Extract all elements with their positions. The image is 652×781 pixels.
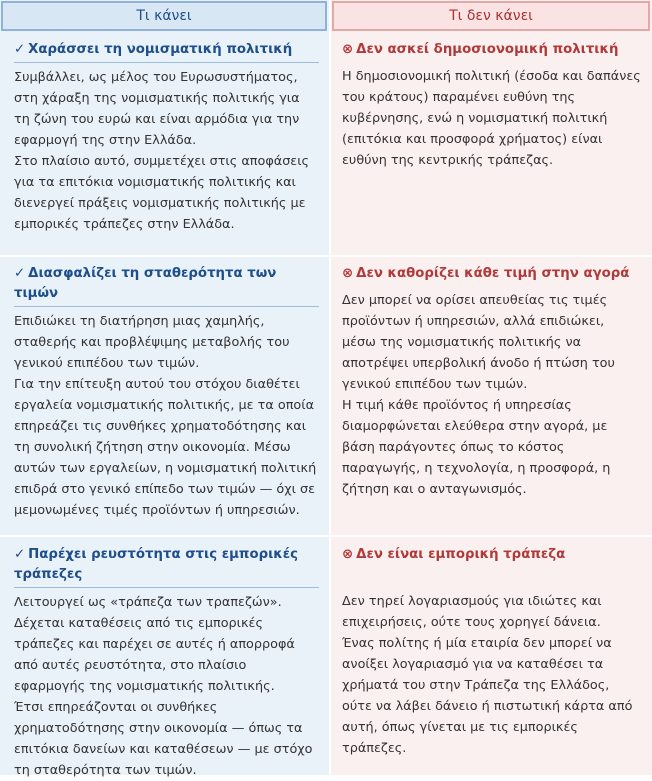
- does-title: ✓ Διασφαλίζει τη σταθερότητα των τιμών: [14, 264, 319, 307]
- doesnt-title: ⊗ Δεν καθορίζει κάθε τιμή στην αγορά: [342, 264, 642, 286]
- check-icon: ✓: [14, 42, 26, 57]
- paragraph: Έτσι επηρεάζονται οι συνθήκες χρηματοδότησης στην οικονομία — όπως τα επιτόκια δανείων και καταθέσεων — με στόχο τη σταθερότητα των τιμών.: [14, 700, 313, 778]
- row-2-does: [0, 264, 329, 521]
- row-divider: [0, 255, 652, 257]
- row-2-doesnt: [331, 264, 652, 500]
- check-icon: ✓: [14, 547, 26, 562]
- paragraph: Η τιμή κάθε προϊόντος ή υπηρεσίας διαμορφώνεται ελεύθερα στην αγορά, με βάση παράγοντες όπως το κόστος παραγωγής, η τεχνολογία, η προσφορά, η ζήτηση και ο ανταγωνισμός.: [342, 398, 611, 497]
- row-3-does: [0, 545, 329, 781]
- paragraph: Συμβάλλει, ως μέλος του Ευρωσυστήματος, στη χάραξη της νομισματικής πολιτικής για τη ζώνη του ευρώ και είναι αρμόδια για την εφαρμογή της στην Ελλάδα.: [14, 70, 300, 148]
- does-title: ✓ Παρέχει ρευστότητα στις εμπορικές τράπεζες: [14, 545, 319, 588]
- row-3-doesnt: [331, 545, 652, 759]
- row-1-does: [0, 40, 329, 235]
- cross-circle-icon: ⊗: [342, 266, 354, 281]
- does-column-header: Τι κάνει: [1, 1, 327, 31]
- cross-circle-icon: ⊗: [342, 547, 354, 562]
- row-divider: [0, 535, 652, 537]
- doesnt-column-header: Τι δεν κάνει: [332, 1, 650, 31]
- cross-circle-icon: ⊗: [342, 42, 354, 57]
- doesnt-title: ⊗ Δεν είναι εμπορική τράπεζα: [342, 545, 642, 567]
- paragraph: Ένας πολίτης ή μία εταιρία δεν μπορεί να ανοίξει λογαριασμό για να καταθέσει τα χρήματά του στην Τράπεζα της Ελλάδος, ούτε να λάβει δάνειο ή πιστωτική κάρτα από αυτή, όπως γίνεται με τις εμπορικές τράπεζες.: [342, 636, 633, 756]
- paragraph: Η δημοσιονομική πολιτική (έσοδα και δαπάνες του κράτους) παραμένει ευθύνη της κυβέρνησης, ενώ η νομισματική πολιτική (επιτόκια και προσφορά χρήματος) είναι ευθύνη της κεντρικής τράπεζας.: [342, 69, 641, 168]
- paragraph: Δεν μπορεί να ορίσει απευθείας τις τιμές προϊόντων ή υπηρεσιών, αλλά επιδιώκει, μέσω της νομισματικής πολιτικής να αποτρέψει υπερβολική άνοδο ή πτώση του γενικού επιπέδου των τιμών.: [342, 293, 615, 392]
- paragraph: Λειτουργεί ως «τράπεζα των τραπεζών». Δέχεται καταθέσεις από τις εμπορικές τράπεζες και παρέχει σε αυτές ή απορροφά από αυτές ρευστότητα, στο πλαίσιο εφαρμογής της νομισματικής πολιτικής.: [14, 595, 295, 694]
- doesnt-title: ⊗ Δεν ασκεί δημοσιονομική πολιτική: [342, 40, 642, 62]
- does-title: ✓ Χαράσσει τη νομισματική πολιτική: [14, 40, 319, 63]
- paragraph: Στο πλαίσιο αυτό, συμμετέχει στις αποφάσεις για τα επιτόκια νομισματικής πολιτικής και διενεργεί πράξεις νομισματικής πολιτικής με εμπορικές τράπεζες στην Ελλάδα.: [14, 154, 310, 232]
- paragraph: Για την επίτευξη αυτού του στόχου διαθέτει εργαλεία νομισματικής πολιτικής, με τα οποία επηρεάζει τις συνθήκες χρηματοδότησης και τη συνολική ζήτηση στην οικονομία. Μέσω αυτών των εργαλείων, η νομισματική πολιτική επιδρά στο γενικό επίπεδο των τιμών — όχι σε μεμονωμένες τιμές προϊόντων ή υπηρεσιών.: [14, 377, 317, 518]
- check-icon: ✓: [14, 266, 26, 281]
- paragraph: Επιδιώκει τη διατήρηση μιας χαμηλής, σταθερής και προβλέψιμης μεταβολής του γενικού επιπέδου των τιμών.: [14, 314, 290, 371]
- row-1-doesnt: [331, 40, 652, 171]
- paragraph: Δεν τηρεί λογαριασμούς για ιδιώτες και επιχειρήσεις, ούτε τους χορηγεί δάνεια.: [342, 594, 602, 630]
